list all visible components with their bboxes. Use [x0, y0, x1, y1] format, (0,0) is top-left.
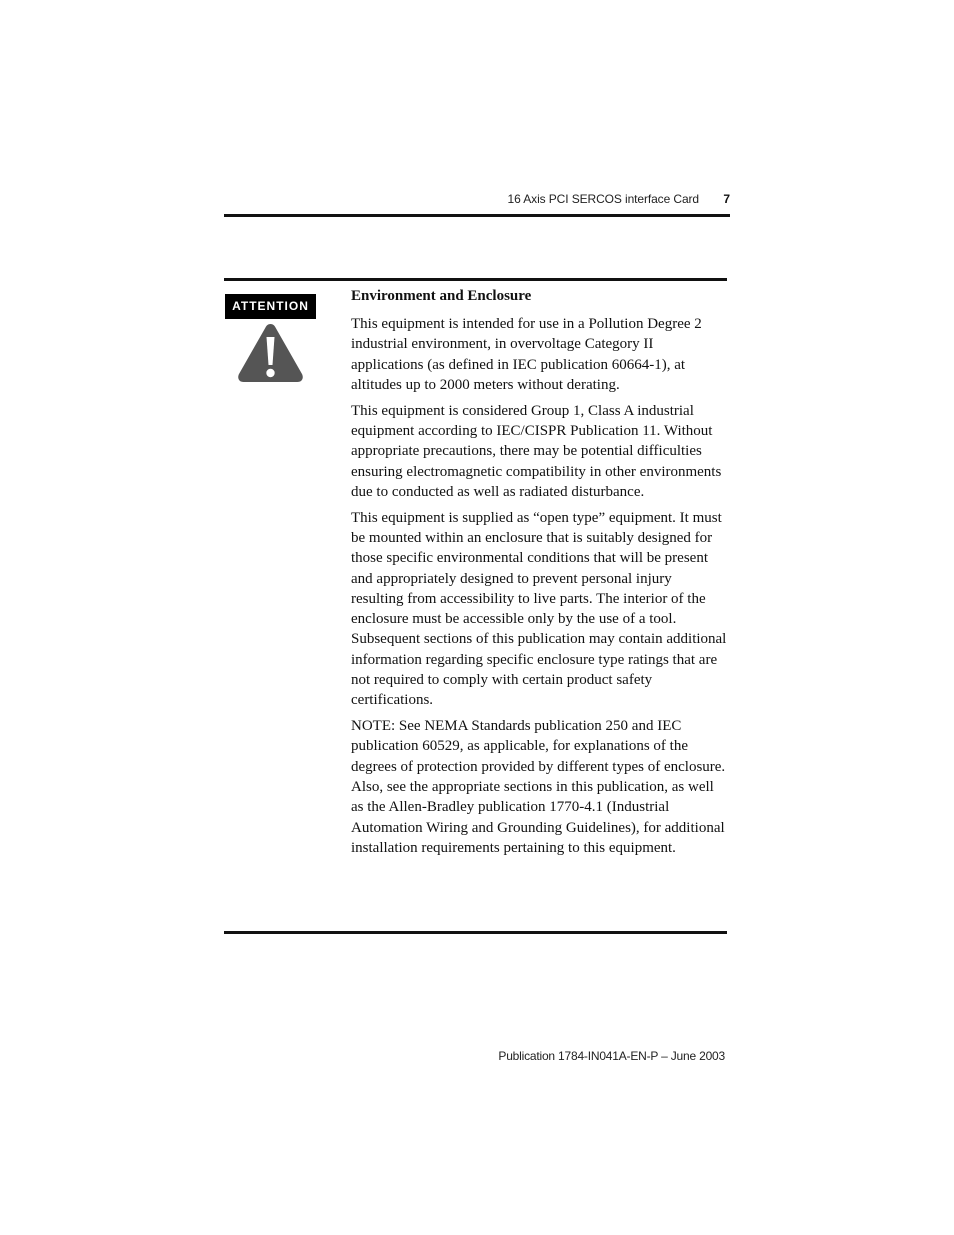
attention-box-bottom-rule [224, 931, 727, 934]
paragraph-emc-class: This equipment is considered Group 1, Class A industrial equipment according to IEC/CISPR Publication 11. Without appropriate precautions, there may be potential difficulties ensuring electromagnetic compatibility in other environments due to conducted as well as radiated disturbance. [351, 402, 722, 500]
attention-content [351, 285, 727, 864]
paragraph-open-type: This equipment is supplied as “open type” equipment. It must be mounted within an enclosure that is suitably designed for those specific environmental conditions that will be present and appropriately designed to prevent personal injury resulting from accessibility to live parts. The interior of the enclosure must be accessible only by the use of a tool. Subsequent sections of this publication may contain additional information regarding specific enclosure type ratings that are not required to comply with certain product safety certifications. [351, 509, 727, 709]
warning-triangle-icon [236, 322, 305, 384]
attention-box-top-rule [224, 278, 727, 281]
running-header-title: 16 Axis PCI SERCOS interface Card [507, 192, 699, 206]
section-title: Environment and Enclosure [351, 288, 532, 304]
paragraph-note: NOTE: See NEMA Standards publication 250 and IEC publication 60529, as applicable, for explanations of the degrees of protection provided by different types of enclosure. Also, see the appropriate sections in this publication, as well as the Allen-Bradley publication 1770-4.1 (Industrial Automation Wiring and Grounding Guidelines), for additional installation requirements pertaining to this equipment. [351, 718, 726, 856]
publication-footer: Publication 1784-IN041A-EN-P – June 2003 [498, 1049, 725, 1063]
page-number: 7 [723, 192, 730, 206]
paragraph-pollution-degree: This equipment is intended for use in a Pollution Degree 2 industrial environment, in overvoltage Category II applications (as defined in IEC publication 60664-1), at altitudes up to 2000 meters without derating. [351, 316, 702, 393]
attention-label: ATTENTION [225, 294, 316, 319]
header-rule [224, 214, 730, 217]
